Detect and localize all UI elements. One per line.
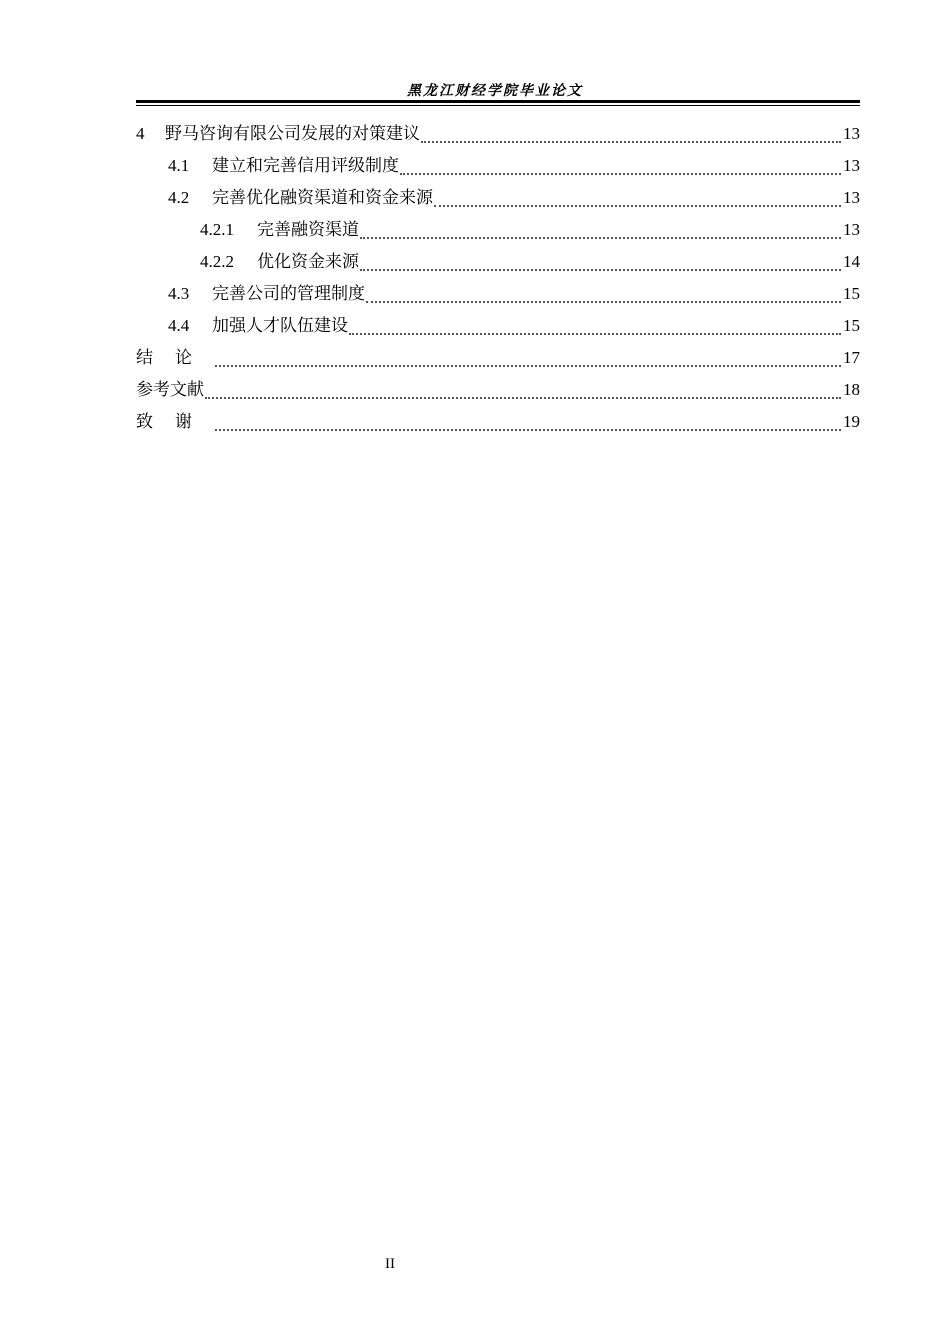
toc-leader-dots: [434, 205, 841, 207]
toc-entry-page: 15: [843, 316, 860, 335]
toc-entry-number: 4.1: [168, 156, 190, 175]
toc-leader-dots: [349, 333, 841, 335]
header-rule-thick: [136, 100, 860, 103]
header-rule-thin: [136, 105, 860, 106]
page-number: II: [385, 1256, 395, 1272]
toc-leader-dots: [366, 301, 841, 303]
toc-leader-dots: [400, 173, 841, 175]
toc-entry[interactable]: [136, 150, 860, 182]
toc-entry-page: 13: [843, 156, 860, 175]
toc-entry[interactable]: [136, 374, 860, 406]
toc-entry[interactable]: [136, 278, 860, 310]
toc-leader-dots: [421, 141, 841, 143]
toc-entry-title: 完善优化融资渠道和资金来源: [212, 188, 433, 207]
toc-entry[interactable]: [136, 214, 860, 246]
toc-entry-page: 13: [843, 188, 860, 207]
toc-leader-dots: [360, 269, 841, 271]
toc-entry-page: 13: [843, 220, 860, 239]
toc-entry[interactable]: [136, 310, 860, 342]
toc-entry-title: 完善融资渠道: [257, 220, 359, 239]
toc-entry-page: 18: [843, 380, 860, 399]
toc-leader-dots: [215, 365, 841, 367]
toc-entry-title: 建立和完善信用评级制度: [212, 156, 399, 175]
toc-entry-page: 14: [843, 252, 860, 271]
toc-entry[interactable]: [136, 246, 860, 278]
document-header-title: 黑龙江财经学院毕业论文: [407, 84, 583, 99]
toc-entry-title: 野马咨询有限公司发展的对策建议: [165, 124, 420, 143]
toc-entry-title: 结论: [136, 348, 214, 367]
toc-entry-title: 优化资金来源: [257, 252, 359, 271]
toc-entry-page: 13: [843, 124, 860, 143]
toc-entry-number: 4.2.2: [200, 252, 234, 271]
toc-entry-number: 4.3: [168, 284, 190, 303]
toc-entry-page: 17: [843, 348, 860, 367]
toc-entry[interactable]: [136, 342, 860, 374]
toc-entry-title: 加强人才队伍建设: [212, 316, 348, 335]
toc-entry-number: 4.4: [168, 316, 190, 335]
table-of-contents: [136, 118, 860, 438]
toc-entry-number: 4: [136, 124, 145, 143]
toc-entry-page: 15: [843, 284, 860, 303]
toc-leader-dots: [360, 237, 841, 239]
toc-entry-number: 4.2.1: [200, 220, 234, 239]
toc-entry[interactable]: [136, 182, 860, 214]
toc-entry-title: 致谢: [136, 412, 214, 431]
toc-leader-dots: [205, 397, 841, 399]
toc-entry-title: 完善公司的管理制度: [212, 284, 365, 303]
toc-entry-page: 19: [843, 412, 860, 431]
toc-entry-number: 4.2: [168, 188, 190, 207]
toc-entry[interactable]: [136, 118, 860, 150]
toc-entry[interactable]: [136, 406, 860, 438]
toc-entry-title: 参考文献: [136, 380, 204, 399]
toc-leader-dots: [215, 429, 841, 431]
